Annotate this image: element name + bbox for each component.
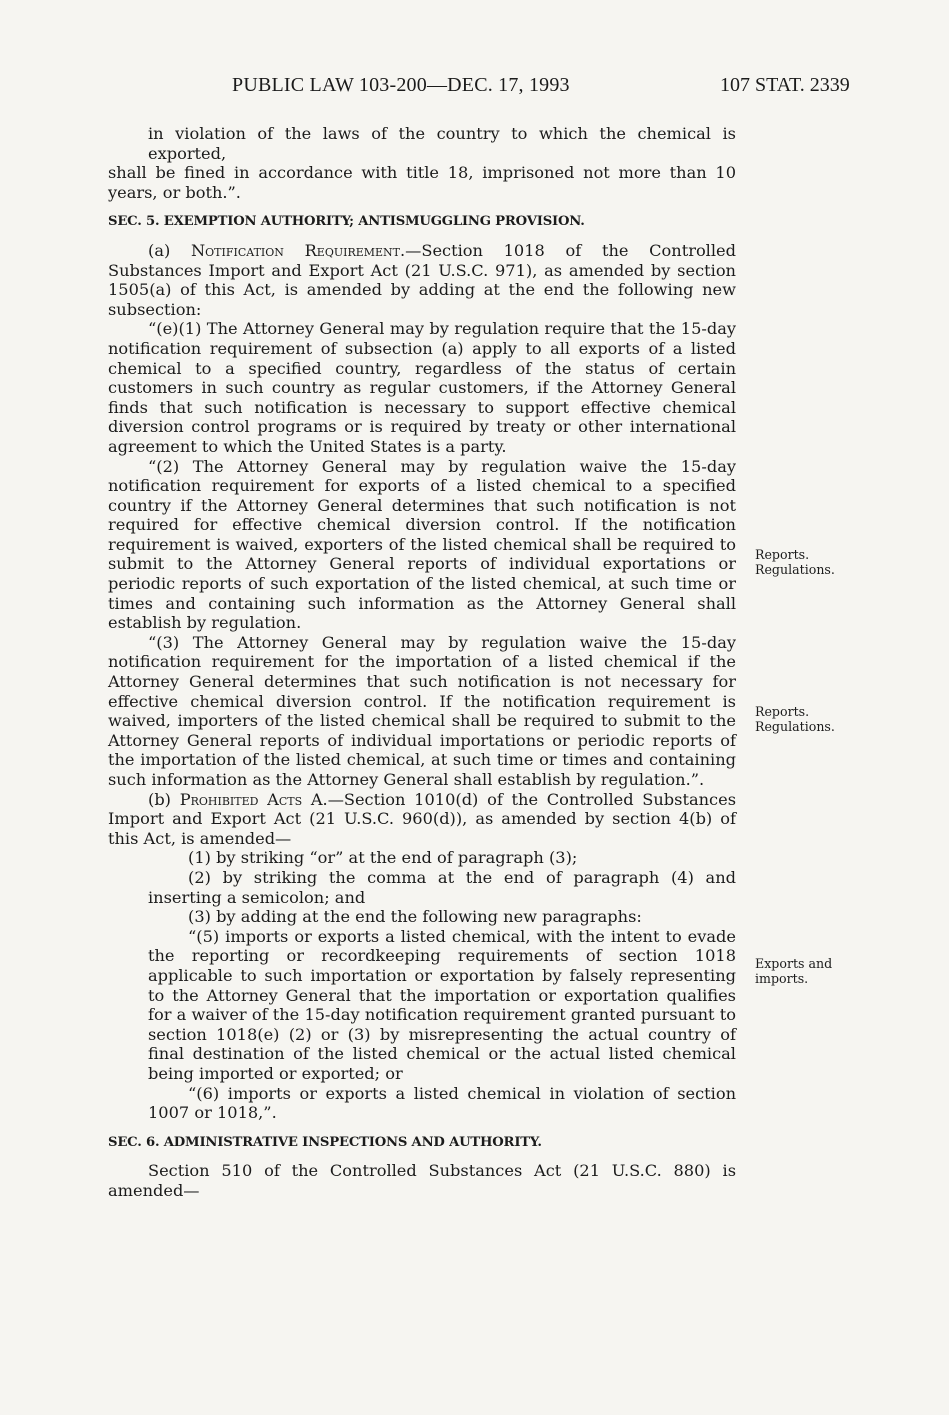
sidenote-3-line-1: Exports and <box>755 956 833 971</box>
sidenote-exports-imports <box>755 956 865 986</box>
sidenote-reports-regulations-1 <box>755 547 865 577</box>
header-title: PUBLIC LAW 103-200—DEC. 17, 1993 <box>232 74 570 96</box>
sidenote-3-line-2: imports. <box>755 971 809 986</box>
subsection-b-caption: Prohibited Acts A. <box>179 789 328 809</box>
subsection-a-text: —Section 1018 of the Controlled Substances Import and Export Act (21 U.S.C. 971), as amended by section 1505(a) of this Act, is amended by adding at the end the following new subsection: <box>108 240 736 319</box>
subsection-a-label: (a) <box>148 240 171 260</box>
subsection-a-caption: Notification Requirement. <box>190 240 406 260</box>
subsection-a <box>108 241 736 319</box>
amendment-1: (1) by striking “or” at the end of paragraph (3); <box>188 848 578 868</box>
new-paragraph-5: “(5) imports or exports a listed chemical, with the intent to evade the reporting or recordkeeping requirements of section 1018 applicable to such importation or exportation by falsely representing to the Attorney General that the importation or exportation qualifies for a waiver of the 15-day notification requirement granted pursuant to section 1018(e) (2) or (3) by misrepresenting the actual country of final destination of the listed chemical or the actual listed chemical being imported or exported; or <box>148 926 736 1083</box>
paragraph-e2: “(2) The Attorney General may by regulation waive the 15-day notification requirement for exports of a listed chemical to a specified country if the Attorney General determines that such notification is not required for effective chemical diversion control. If the notification requirement is waived, exporters of the listed chemical shall be required to submit to the Attorney General reports of individual exportations or periodic reports of such exportation of the listed chemical, at such time or times and containing such information as the Attorney General shall establish by regulation. <box>108 456 736 633</box>
sidenote-reports-regulations-2 <box>755 704 865 734</box>
paragraph-e3: “(3) The Attorney General may by regulation waive the 15-day notification requirement for the importation of a listed chemical if the Attorney General determines that such notification is not necessary for effective chemical diversion control. If the notification requirement is waived, importers of the listed chemical shall be required to submit to the Attorney General reports of individual importations or periodic reports of the importation of the listed chemical, at such time or times and containing such information as the Attorney General shall establish by regulation.”. <box>108 632 736 789</box>
section-6-text: Section 510 of the Controlled Substances Act (21 U.S.C. 880) is amended— <box>108 1161 736 1200</box>
main-text <box>108 124 736 1200</box>
continued-penalty: shall be fined in accordance with title 18, imprisoned not more than 10 years, or both.”. <box>108 163 736 202</box>
paragraph-e1: “(e)(1) The Attorney General may by regulation require that the 15-day notification requirement of subsection (a) apply to all exports of a listed chemical to a specified country, regardless of the status of certain customers in such country as regular customers, if the Attorney General finds that such notification is necessary to support effective chemical diversion control programs or is required by treaty or other international agreement to which the United States is a party. <box>108 319 736 456</box>
amendment-3: (3) by adding at the end the following new paragraphs: <box>188 907 642 927</box>
subsection-b-text: —Section 1010(d) of the Controlled Substances Import and Export Act (21 U.S.C. 960(d)), as amended by section 4(b) of this Act, is amended— <box>108 789 737 848</box>
sidenote-1-line-2: Regulations. <box>755 562 835 577</box>
new-paragraph-6: “(6) imports or exports a listed chemical in violation of section 1007 or 1018,”. <box>148 1083 736 1123</box>
section-6-heading: SEC. 6. ADMINISTRATIVE INSPECTIONS AND AUTHORITY. <box>108 1134 542 1150</box>
continued-clause: in violation of the laws of the country to which the chemical is exported, <box>148 124 736 163</box>
subsection-b <box>108 790 736 849</box>
section-5-heading: SEC. 5. EXEMPTION AUTHORITY; ANTISMUGGLING PROVISION. <box>108 214 585 230</box>
subsection-b-label: (b) <box>148 789 171 809</box>
amendment-2: (2) by striking the comma at the end of paragraph (4) and inserting a semicolon; and <box>148 867 736 907</box>
header-stat-page: 107 STAT. 2339 <box>720 74 850 96</box>
running-header <box>0 74 949 102</box>
sidenote-1-line-1: Reports. <box>755 547 810 562</box>
sidenote-2-line-1: Reports. <box>755 704 810 719</box>
sidenote-2-line-2: Regulations. <box>755 719 835 734</box>
